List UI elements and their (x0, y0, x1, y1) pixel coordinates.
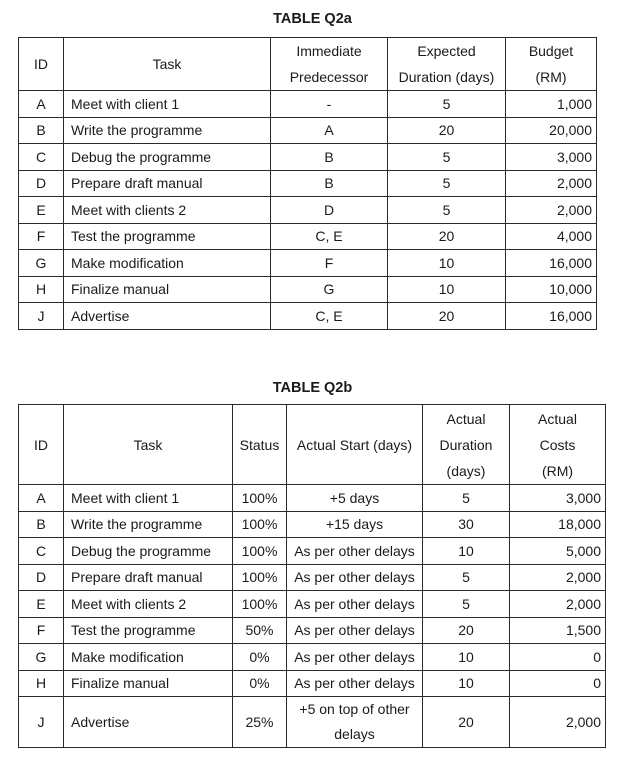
cell-cost: 2,000 (510, 591, 606, 618)
cell-id: A (19, 485, 64, 512)
cell-status: 100% (233, 485, 287, 512)
table-row (19, 250, 597, 277)
cell-task: Make modification (64, 250, 271, 277)
cell-id: B (19, 117, 64, 144)
header-duration-line1: Expected (417, 43, 476, 59)
cell-id: J (19, 697, 64, 748)
table-row (19, 303, 597, 330)
cell-actual-start: As per other delays (287, 591, 423, 618)
cell-predecessor: C, E (271, 223, 388, 250)
header-predecessor-line2: Predecessor (289, 69, 369, 85)
cell-duration: 20 (388, 223, 506, 250)
cell-task: Meet with clients 2 (64, 197, 271, 224)
cell-id: F (19, 617, 64, 644)
header-predecessor (271, 38, 388, 91)
table-header-row (19, 38, 597, 91)
header-budget-line2: (RM) (535, 69, 567, 85)
cell-budget: 16,000 (506, 303, 597, 330)
header-duration-line3: (days) (446, 462, 486, 479)
header-costs-line1: Actual (538, 410, 577, 427)
cell-budget: 10,000 (506, 276, 597, 303)
cell-task: Meet with client 1 (64, 485, 233, 512)
cell-predecessor: C, E (271, 303, 388, 330)
table-row (19, 617, 606, 644)
cell-id: G (19, 250, 64, 277)
cell-duration: 10 (423, 670, 510, 697)
table-q2b-title: TABLE Q2b (272, 380, 353, 396)
cell-task: Make modification (64, 644, 233, 671)
cell-budget: 2,000 (506, 197, 597, 224)
header-budget (506, 38, 597, 91)
table-row (19, 170, 597, 197)
table-q2b (18, 404, 606, 748)
cell-status: 0% (233, 670, 287, 697)
cell-duration: 5 (388, 144, 506, 171)
header-expected-duration (388, 38, 506, 91)
cell-task: Meet with clients 2 (64, 591, 233, 618)
cell-status: 25% (233, 697, 287, 748)
cell-budget: 4,000 (506, 223, 597, 250)
cell-task: Meet with client 1 (64, 91, 271, 118)
header-actual-start: Actual Start (days) (287, 405, 423, 485)
cell-duration: 20 (388, 117, 506, 144)
table-q2a (18, 37, 597, 330)
header-predecessor-line1: Immediate (296, 43, 362, 59)
cell-status: 100% (233, 511, 287, 538)
table-row (19, 564, 606, 591)
cell-id: J (19, 303, 64, 330)
cell-id: D (19, 564, 64, 591)
cell-predecessor: G (271, 276, 388, 303)
cell-id: E (19, 591, 64, 618)
header-costs-line3: (RM) (541, 462, 574, 479)
table-row (19, 644, 606, 671)
header-task: Task (64, 38, 271, 91)
cell-id: E (19, 197, 64, 224)
cell-cost: 5,000 (510, 538, 606, 565)
cell-duration: 5 (423, 564, 510, 591)
cell-task: Prepare draft manual (64, 564, 233, 591)
table-header-row (19, 405, 606, 485)
cell-task: Prepare draft manual (64, 170, 271, 197)
table-row (19, 670, 606, 697)
cell-duration: 5 (388, 197, 506, 224)
cell-actual-start: +15 days (287, 511, 423, 538)
header-duration-line2: Duration (439, 436, 493, 453)
table-row (19, 223, 597, 250)
cell-cost: 2,000 (510, 564, 606, 591)
table-q2a-title: TABLE Q2a (273, 11, 352, 27)
cell-id: D (19, 170, 64, 197)
cell-duration: 10 (423, 538, 510, 565)
header-actual-duration (423, 405, 510, 485)
cell-duration: 20 (423, 617, 510, 644)
cell-id: B (19, 511, 64, 538)
cell-budget: 2,000 (506, 170, 597, 197)
cell-actual-start: As per other delays (287, 538, 423, 565)
cell-budget: 20,000 (506, 117, 597, 144)
table-row (19, 485, 606, 512)
cell-task: Advertise (64, 697, 233, 748)
cell-predecessor: B (271, 170, 388, 197)
cell-status: 100% (233, 538, 287, 565)
header-costs-line2: Costs (539, 436, 576, 453)
cell-id: A (19, 91, 64, 118)
cell-duration: 30 (423, 511, 510, 538)
cell-task: Test the programme (64, 617, 233, 644)
cell-duration: 5 (423, 485, 510, 512)
cell-duration: 20 (423, 697, 510, 748)
cell-duration: 10 (423, 644, 510, 671)
header-status: Status (233, 405, 287, 485)
cell-predecessor: - (271, 91, 388, 118)
cell-task: Finalize manual (64, 276, 271, 303)
cell-cost: 18,000 (510, 511, 606, 538)
cell-predecessor: B (271, 144, 388, 171)
cell-id: G (19, 644, 64, 671)
cell-cost: 1,500 (510, 617, 606, 644)
cell-duration: 5 (423, 591, 510, 618)
table-row (19, 511, 606, 538)
table-row (19, 697, 606, 748)
cell-actual-start: +5 on top of other delays (287, 697, 423, 748)
cell-duration: 5 (388, 170, 506, 197)
cell-status: 100% (233, 564, 287, 591)
cell-actual-start: As per other delays (287, 617, 423, 644)
cell-predecessor: D (271, 197, 388, 224)
cell-task: Debug the programme (64, 538, 233, 565)
cell-duration: 10 (388, 250, 506, 277)
cell-duration: 20 (388, 303, 506, 330)
cell-status: 0% (233, 644, 287, 671)
cell-predecessor: A (271, 117, 388, 144)
cell-task: Debug the programme (64, 144, 271, 171)
cell-task: Test the programme (64, 223, 271, 250)
cell-id: H (19, 670, 64, 697)
cell-duration: 10 (388, 276, 506, 303)
header-duration-line2: Duration (days) (398, 69, 495, 85)
header-budget-line1: Budget (528, 43, 574, 59)
table-row (19, 591, 606, 618)
table-row (19, 538, 606, 565)
cell-status: 50% (233, 617, 287, 644)
table-row (19, 144, 597, 171)
cell-cost: 0 (510, 644, 606, 671)
header-duration-line1: Actual (446, 410, 486, 427)
table-row (19, 91, 597, 118)
table-row (19, 117, 597, 144)
cell-duration: 5 (388, 91, 506, 118)
cell-budget: 16,000 (506, 250, 597, 277)
cell-cost: 0 (510, 670, 606, 697)
cell-budget: 3,000 (506, 144, 597, 171)
cell-actual-start: As per other delays (287, 564, 423, 591)
cell-actual-start: +5 days (287, 485, 423, 512)
cell-task: Write the programme (64, 511, 233, 538)
header-id: ID (19, 405, 64, 485)
cell-cost: 3,000 (510, 485, 606, 512)
cell-id: C (19, 144, 64, 171)
cell-actual-start: As per other delays (287, 670, 423, 697)
header-task: Task (64, 405, 233, 485)
table-row (19, 197, 597, 224)
header-id: ID (19, 38, 64, 91)
cell-status: 100% (233, 591, 287, 618)
cell-id: C (19, 538, 64, 565)
cell-cost: 2,000 (510, 697, 606, 748)
cell-task: Finalize manual (64, 670, 233, 697)
cell-budget: 1,000 (506, 91, 597, 118)
header-actual-costs (510, 405, 606, 485)
cell-task: Advertise (64, 303, 271, 330)
cell-actual-start: As per other delays (287, 644, 423, 671)
cell-predecessor: F (271, 250, 388, 277)
cell-task: Write the programme (64, 117, 271, 144)
table-row (19, 276, 597, 303)
cell-id: H (19, 276, 64, 303)
cell-id: F (19, 223, 64, 250)
